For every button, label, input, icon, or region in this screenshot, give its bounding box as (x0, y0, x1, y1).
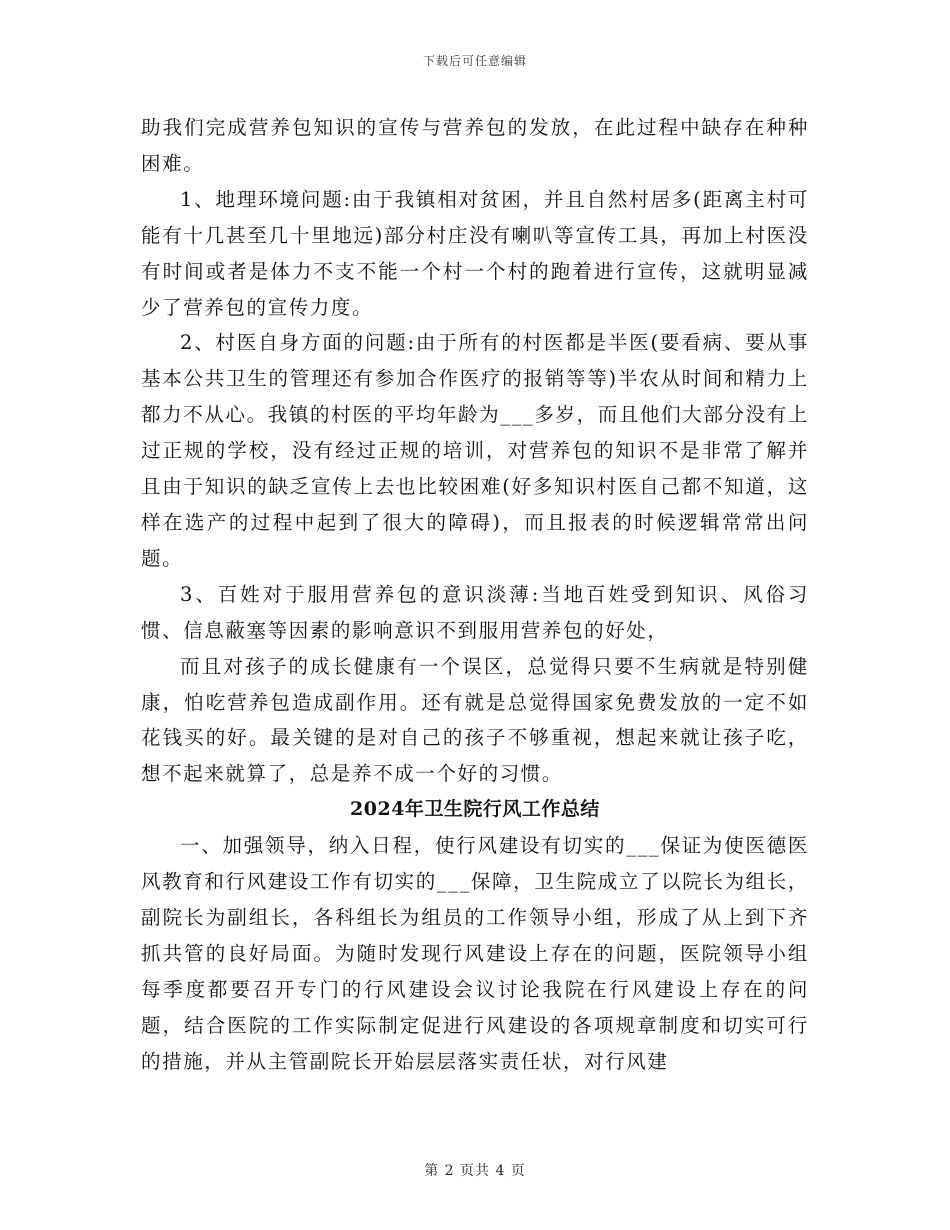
paragraph-misconception: 而且对孩子的成长健康有一个误区，总觉得只要不生病就是特别健康，怕吃营养包造成副作用。还有就是总觉得国家免费发放的一定不如花钱买的好。最关键的是对自己的孩子不够重视，想起来就让孩子吃，想不起来就算了，总是养不成一个好的习惯。 (141, 654, 809, 786)
paragraph-awareness-issue: 3、百姓对于服用营养包的意识淡薄:当地百姓受到知识、风俗习惯、信息蔽塞等因素的影响意识不到服用营养包的好处， (141, 582, 809, 642)
section-title: 2024年卫生院行风工作总结 (350, 798, 600, 821)
paragraph-continuation: 助我们完成营养包知识的宣传与营养包的发放，在此过程中缺存在种种困难。 (141, 116, 809, 175)
paragraph-leadership: 一、加强领导，纳入日程，使行风建设有切实的___保证为使医德医风教育和行风建设工作有切实的___保障，卫生院成立了以院长为组长，副院长为副组长，各科组长为组员的工作领导小组，形成了从上到下齐抓共管的良好局面。为随时发现行风建设上存在的问题，医院领导小组每季度都要召开专门的行风建设会议讨论我院在行风建设上存在的问题，结合医院的工作实际制定促进行风建设的各项规章制度和切实可行的措施，并从主管副院长开始层层落实责任状，对行风建 (141, 834, 809, 1073)
page-footer: 第 2 页共 4 页 (424, 1163, 526, 1179)
paragraph-village-doctor-issue: 2、村医自身方面的问题:由于所有的村医都是半医(要看病、要从事基本公共卫生的管理还有参加合作医疗的报销等等)半农从时间和精力上都力不从心。我镇的村医的平均年龄为___多岁，而且他们大部分没有上过正规的学校，没有经过正规的培训，对营养包的知识不是非常了解并且由于知识的缺乏宣传上去也比较困难(好多知识村医自己都不知道，这样在选产的过程中起到了很大的障碍)，而且报表的时候逻辑常常出问题。 (141, 331, 809, 570)
page-header: 下载后可任意编辑 (422, 54, 527, 68)
document-body (141, 110, 809, 1079)
paragraph-geography-issue: 1、地理环境问题:由于我镇相对贫困，并且自然村居多(距离主村可能有十几甚至几十里地远)部分村庄没有喇叭等宣传工具，再加上村医没有时间或者是体力不支不能一个村一个村的跑着进行宣传，这就明显减少了营养包的宣传力度。 (141, 187, 809, 319)
